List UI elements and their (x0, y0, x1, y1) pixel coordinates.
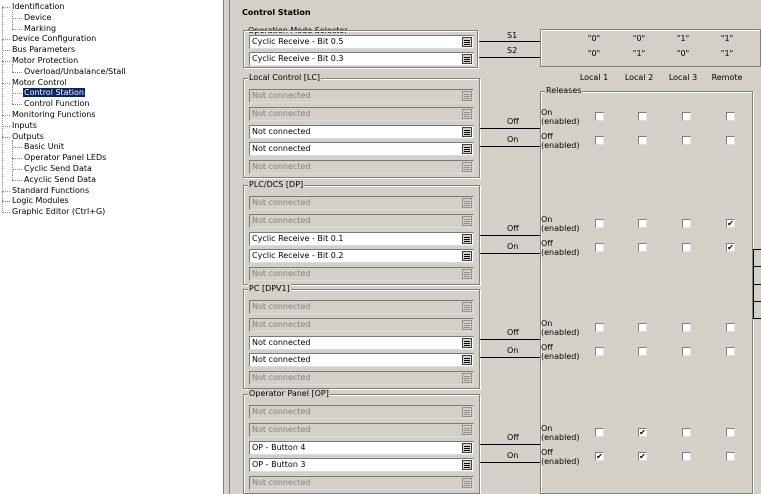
release-checkbox[interactable] (638, 219, 647, 228)
group-label: Local Control [LC] (249, 73, 321, 82)
release-enabled: (enabled) (541, 352, 580, 361)
tree-item-label: Acyclic Send Data (24, 174, 97, 184)
tree-item[interactable] (23, 141, 65, 152)
signal-connector (480, 146, 540, 147)
release-off-label (541, 448, 579, 466)
signal-selector-value: Not connected (252, 319, 311, 329)
on-tag: On (507, 451, 519, 460)
release-checkbox[interactable] (682, 452, 691, 461)
release-state: Off (541, 343, 553, 352)
signal-connector (480, 253, 540, 254)
signal-selector-value: Not connected (252, 144, 311, 154)
off-tag: Off (507, 224, 519, 233)
release-enabled: (enabled) (541, 117, 580, 126)
release-state: On (541, 424, 553, 433)
signal-selector-value: Not connected (252, 337, 311, 347)
release-enabled: (enabled) (541, 457, 580, 466)
tree-item[interactable] (11, 1, 65, 12)
list-icon[interactable] (462, 37, 472, 47)
list-icon[interactable] (462, 478, 472, 488)
release-state: Off (541, 239, 553, 248)
tree-item[interactable] (23, 98, 91, 109)
pane-splitter[interactable] (224, 0, 230, 494)
signal-selector[interactable] (249, 458, 474, 472)
signal-selector[interactable] (249, 405, 474, 419)
tree-connector (2, 191, 10, 192)
navigation-tree[interactable] (0, 0, 224, 494)
list-icon[interactable] (462, 338, 472, 348)
release-checkbox[interactable] (726, 452, 735, 461)
output-connector (753, 249, 761, 250)
release-checkbox[interactable] (726, 428, 735, 437)
group-label: PLC/DCS [DP] (249, 180, 304, 189)
list-icon[interactable] (462, 373, 472, 383)
s1-tag: S1 (507, 31, 518, 40)
release-state: Off (541, 132, 553, 141)
signal-selector-value: OP - Button 3 (252, 460, 306, 470)
list-icon[interactable] (462, 460, 472, 470)
signal-selector-value: Not connected (252, 108, 311, 118)
group-label: PC [DPV1] (249, 284, 290, 293)
bit-value-s2: "0" (587, 49, 601, 58)
tree-guide (12, 64, 13, 72)
release-checkbox[interactable] (638, 136, 647, 145)
signal-selector[interactable] (249, 353, 474, 367)
signal-selector[interactable] (249, 125, 474, 139)
s2-selector[interactable] (249, 52, 474, 66)
list-icon[interactable] (462, 251, 472, 261)
bit-value-s1: "0" (632, 34, 646, 43)
signal-connector (480, 357, 540, 358)
tree-connector (2, 137, 10, 138)
signal-selector-value: OP - Button 4 (252, 442, 306, 452)
mode-selector-label: Operation Mode Selector (248, 26, 348, 35)
signal-selector[interactable] (249, 267, 474, 281)
bit-value-s1: "1" (676, 34, 690, 43)
tree-item-label: Logic Modules (12, 196, 69, 206)
release-off-label (541, 343, 579, 361)
tree-item[interactable] (11, 206, 106, 217)
tree-connector (12, 180, 22, 181)
signal-selector-value: Not connected (252, 355, 311, 365)
tree-item-label: Basic Unit (24, 142, 65, 152)
tree-connector (12, 29, 22, 30)
tree-item-label: Motor Protection (12, 56, 79, 65)
tree-item[interactable] (11, 131, 45, 142)
off-tag: Off (507, 117, 519, 126)
s2-selector-value: Cyclic Receive - Bit 0.3 (252, 54, 344, 63)
release-checkbox[interactable] (726, 323, 735, 332)
tree-item-label: Overload/Unbalance/Stall (24, 66, 126, 76)
tree-connector (12, 169, 22, 170)
signal-selector-value: Cyclic Receive - Bit 0.1 (252, 233, 344, 243)
signal-selector[interactable] (249, 318, 474, 332)
signal-selector-value: Not connected (252, 373, 311, 383)
list-icon[interactable] (462, 302, 472, 312)
off-tag: Off (507, 328, 519, 337)
tree-item-label: Standard Functions (12, 185, 90, 195)
signal-selector-value: Not connected (252, 91, 311, 100)
list-icon[interactable] (462, 234, 472, 244)
release-checkbox[interactable] (638, 243, 647, 252)
tree-item[interactable] (11, 44, 76, 55)
tree-guide (2, 6, 3, 211)
release-checkbox[interactable] (682, 219, 691, 228)
tree-item[interactable] (23, 87, 85, 98)
signal-selector[interactable] (249, 423, 474, 437)
tree-connector (2, 7, 10, 8)
release-checkbox[interactable] (638, 347, 647, 356)
control-source-group (243, 73, 480, 178)
list-icon[interactable] (462, 320, 472, 330)
bit-value-s1: "0" (587, 34, 601, 43)
bit-value-s2: "1" (632, 49, 646, 58)
tree-connector (2, 39, 10, 40)
group-label: Operator Panel [OP] (249, 389, 329, 398)
output-connector (753, 266, 761, 267)
release-enabled: (enabled) (541, 224, 580, 233)
column-header: Remote (711, 73, 743, 82)
bit-value-s1: "1" (720, 34, 734, 43)
release-checkbox[interactable] (638, 323, 647, 332)
list-icon[interactable] (462, 443, 472, 453)
release-state: Off (541, 448, 553, 457)
signal-selector-value: Not connected (252, 162, 311, 172)
signal-selector[interactable] (249, 107, 474, 121)
tree-item[interactable] (11, 77, 68, 88)
list-icon[interactable] (462, 355, 472, 365)
on-tag: On (507, 346, 519, 355)
tree-item[interactable] (23, 12, 52, 23)
tree-item[interactable] (11, 109, 97, 120)
s1-connector (479, 41, 540, 42)
signal-selector-value: Cyclic Receive - Bit 0.2 (252, 251, 344, 261)
tree-item-label: Inputs (12, 120, 37, 130)
on-tag: On (507, 242, 519, 251)
tree-item-label: Device Configuration (12, 34, 97, 44)
release-enabled: (enabled) (541, 141, 580, 150)
list-icon[interactable] (462, 91, 472, 101)
release-checkbox[interactable] (726, 347, 735, 356)
releases-label: Releases (546, 86, 582, 95)
control-source-group (243, 389, 480, 494)
control-station-panel (231, 0, 761, 494)
release-checkbox[interactable]: ✔ (727, 243, 734, 252)
list-icon[interactable] (462, 425, 472, 435)
list-icon[interactable] (462, 198, 472, 208)
output-connector (753, 301, 761, 302)
signal-selector[interactable] (249, 214, 474, 228)
release-checkbox[interactable]: ✔ (639, 452, 646, 461)
release-checkbox[interactable] (682, 347, 691, 356)
release-checkbox[interactable] (595, 112, 604, 121)
tree-connector (2, 126, 10, 127)
page-title: Control Station (242, 8, 311, 17)
tree-item[interactable] (23, 152, 107, 163)
tree-connector (12, 93, 22, 94)
tree-item-label: Monitoring Functions (12, 110, 96, 119)
signal-selector[interactable] (249, 89, 474, 103)
release-on-label (541, 108, 579, 126)
release-checkbox[interactable] (682, 428, 691, 437)
output-connector (753, 284, 761, 285)
release-state: On (541, 319, 553, 328)
signal-connector (480, 339, 540, 340)
release-checkbox[interactable] (595, 323, 604, 332)
control-source-group (243, 180, 480, 285)
tree-item-label: Identification (12, 2, 65, 11)
bit-value-s2: "1" (720, 49, 734, 58)
column-header: Local 2 (624, 73, 654, 82)
signal-selector-value: Not connected (252, 269, 311, 279)
release-enabled: (enabled) (541, 328, 580, 337)
release-checkbox[interactable] (682, 136, 691, 145)
tree-connector (2, 50, 10, 51)
off-tag: Off (507, 433, 519, 442)
release-on-label (541, 215, 579, 233)
tree-guide (12, 10, 13, 29)
list-icon[interactable] (462, 216, 472, 226)
tree-item-label: Motor Control (12, 77, 67, 87)
release-on-label (541, 424, 579, 442)
tree-item[interactable] (23, 174, 97, 185)
list-icon[interactable] (462, 407, 472, 417)
release-checkbox[interactable] (682, 112, 691, 121)
release-checkbox[interactable] (595, 243, 604, 252)
signal-connector (480, 462, 540, 463)
signal-selector[interactable] (249, 160, 474, 174)
release-checkbox[interactable] (595, 136, 604, 145)
list-icon[interactable] (462, 162, 472, 172)
tree-item[interactable] (11, 195, 70, 206)
signal-selector[interactable] (249, 249, 474, 263)
signal-selector[interactable] (249, 371, 474, 385)
tree-connector (12, 18, 22, 19)
tree-connector (12, 147, 22, 148)
tree-guide (12, 86, 13, 105)
signal-selector-value: Not connected (252, 198, 311, 207)
tree-connector (2, 61, 10, 62)
release-checkbox[interactable] (595, 428, 604, 437)
tree-item-label: Control Station (24, 88, 84, 98)
signal-selector-value: Not connected (252, 407, 311, 416)
bit-value-s2: "0" (676, 49, 690, 58)
signal-selector[interactable] (249, 476, 474, 490)
signal-selector-value: Not connected (252, 302, 311, 311)
tree-item[interactable] (23, 66, 127, 77)
tree-connector (12, 158, 22, 159)
list-icon[interactable] (462, 109, 472, 119)
tree-item-label: Device (24, 12, 52, 22)
tree-connector (12, 72, 22, 73)
signal-connector (480, 128, 540, 129)
output-connector (753, 318, 761, 319)
signal-connector (480, 235, 540, 236)
release-checkbox[interactable] (638, 112, 647, 121)
control-source-group (243, 284, 480, 389)
signal-selector-value: Not connected (252, 215, 311, 225)
signal-selector[interactable] (249, 232, 474, 246)
signal-selector-value: Not connected (252, 126, 311, 136)
tree-item[interactable] (11, 120, 38, 131)
release-checkbox[interactable] (595, 219, 604, 228)
signal-selector[interactable] (249, 441, 474, 455)
tree-item-label: Control Function (24, 99, 90, 109)
tree-item-label: Bus Parameters (12, 45, 76, 55)
release-checkbox[interactable] (726, 136, 735, 145)
tree-item-label: Outputs (12, 131, 44, 141)
on-tag: On (507, 135, 519, 144)
list-icon[interactable] (462, 144, 472, 154)
signal-selector-value: Not connected (252, 424, 311, 434)
tree-item-label: Operator Panel LEDs (24, 153, 107, 163)
s2-tag: S2 (507, 46, 518, 55)
tree-connector (12, 104, 22, 105)
release-enabled: (enabled) (541, 248, 580, 257)
list-icon[interactable] (462, 127, 472, 137)
s2-connector (479, 57, 540, 58)
tree-item[interactable] (23, 163, 93, 174)
release-checkbox[interactable] (595, 347, 604, 356)
tree-connector (2, 201, 10, 202)
s1-selector[interactable] (249, 35, 474, 49)
release-checkbox[interactable]: ✔ (596, 452, 603, 461)
tree-item[interactable] (11, 55, 79, 66)
tree-guide (12, 140, 13, 180)
release-enabled: (enabled) (541, 433, 580, 442)
release-checkbox[interactable]: ✔ (727, 219, 734, 228)
release-checkbox[interactable] (726, 112, 735, 121)
tree-item-label: Graphic Editor (Ctrl+G) (12, 207, 106, 217)
signal-connector (480, 444, 540, 445)
tree-connector (2, 212, 10, 213)
tree-item-label: Cyclic Send Data (24, 164, 92, 173)
release-checkbox[interactable]: ✔ (639, 428, 646, 437)
list-icon[interactable] (462, 269, 472, 279)
signal-selector[interactable] (249, 142, 474, 156)
tree-connector (2, 115, 10, 116)
tree-connector (2, 83, 10, 84)
column-header: Local 1 (579, 73, 609, 82)
signal-selector[interactable] (249, 300, 474, 314)
release-off-label (541, 239, 579, 257)
release-state: On (541, 108, 553, 117)
signal-selector[interactable] (249, 336, 474, 350)
tree-item[interactable] (23, 23, 57, 34)
signal-selector-value: Not connected (252, 478, 311, 488)
signal-selector[interactable] (249, 196, 474, 210)
output-connector (753, 249, 754, 319)
list-icon[interactable] (462, 54, 472, 64)
tree-item[interactable] (11, 185, 90, 196)
release-checkbox[interactable] (682, 323, 691, 332)
tree-item-label: Marking (24, 23, 57, 33)
release-on-label (541, 319, 579, 337)
release-checkbox[interactable] (682, 243, 691, 252)
mode-selector-group (243, 30, 478, 68)
tree-item[interactable] (11, 33, 97, 44)
column-header: Local 3 (668, 73, 698, 82)
s1-selector-value: Cyclic Receive - Bit 0.5 (252, 37, 344, 46)
release-off-label (541, 132, 579, 150)
release-state: On (541, 215, 553, 224)
